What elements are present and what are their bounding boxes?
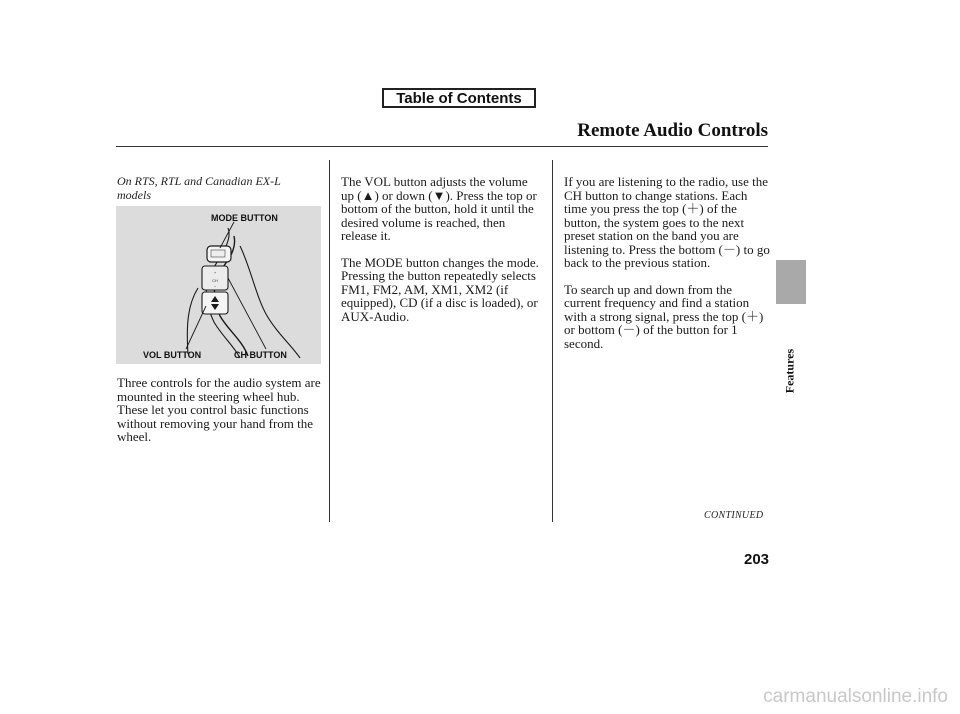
continued-note: CONTINUED — [704, 510, 764, 521]
svg-text:−: − — [213, 284, 217, 289]
section-title: Remote Audio Controls — [577, 120, 768, 141]
intro-paragraph: Three controls for the audio system are mounted in the steering wheel hub. These let you control basic functions without removing your hand from the wheel. — [117, 375, 321, 444]
column-divider-right — [552, 160, 553, 522]
column-divider-left — [329, 160, 330, 522]
svg-text:CH: CH — [212, 278, 218, 283]
left-column — [117, 376, 323, 457]
steering-wheel-illustration — [116, 206, 321, 364]
seek-paragraph: To search up and down from the current frequency and find a station with a strong signal, press the top (＋) or bottom (－) of the button for 1 second. — [564, 281, 764, 351]
mode-paragraph: The MODE button changes the mode. Pressing the button repeatedly selects FM1, FM2, AM, XM1, XM2 (if equipped), CD (if a disc is loaded), or AUX-Audio. — [341, 254, 539, 324]
mode-button-label: MODE BUTTON — [211, 213, 278, 223]
ch-paragraph: If you are listening to the radio, use the CH button to change stations. Each time you press the top (＋) of the button, the system goes to the next preset station on the band you are listening to. Press the bottom (－) to go back to the previous station. — [564, 174, 770, 270]
side-section-label-text: Features — [782, 348, 797, 394]
header-divider — [116, 146, 768, 147]
steering-wheel-figure — [116, 206, 321, 364]
vol-paragraph: The VOL button adjusts the volume up (▲) or down (▼). Press the top or bottom of the button, hold it until the desired volume is reached, then release it. — [341, 174, 537, 243]
right-column — [564, 175, 770, 363]
table-of-contents-button[interactable]: Table of Contents — [382, 88, 536, 108]
vol-button-label: VOL BUTTON — [143, 350, 202, 360]
side-section-label — [775, 326, 805, 416]
middle-column — [341, 175, 541, 336]
watermark: carmanualsonline.info — [763, 686, 948, 707]
svg-text:+: + — [213, 270, 217, 275]
figure-caption: On RTS, RTL and Canadian EX-L models — [117, 174, 281, 202]
ch-button-label: CH BUTTON — [234, 350, 287, 360]
section-thumb-tab — [776, 260, 806, 304]
page-number: 203 — [744, 551, 770, 568]
